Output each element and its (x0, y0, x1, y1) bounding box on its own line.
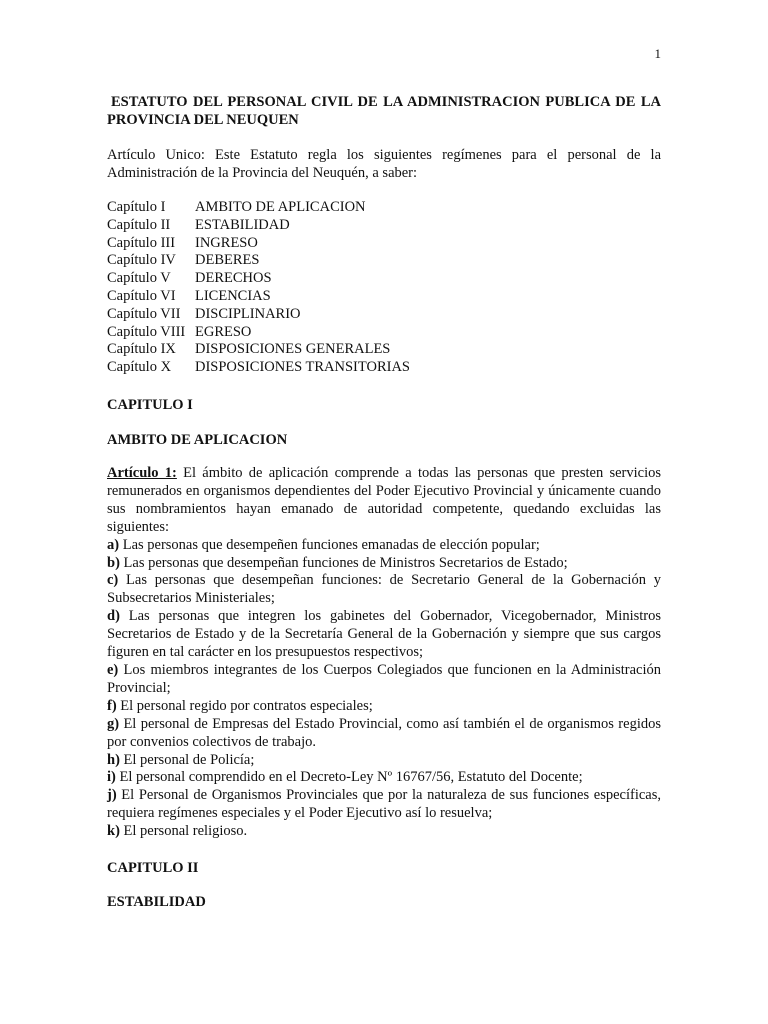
item-text: Las personas que desempeñan funciones de Ministros Secretarios de Estado; (119, 554, 568, 571)
chapter-name: LICENCIAS (195, 287, 271, 304)
page-number: 1 (654, 46, 661, 61)
chapter-name: DISPOSICIONES TRANSITORIAS (195, 359, 410, 376)
article-item (107, 608, 661, 662)
article-1-intro (107, 465, 661, 537)
chapter-name: DERECHOS (195, 270, 272, 287)
chapter-name: EGRESO (195, 323, 252, 340)
item-label: c) (107, 572, 119, 589)
article-item (107, 752, 661, 770)
article-item (107, 537, 661, 555)
chapter-number: Capítulo VII (107, 305, 181, 322)
chapter-1-subheading: AMBITO DE APLICACION (107, 432, 288, 448)
article-item (107, 555, 661, 573)
article-item (107, 787, 661, 823)
chapter-number: Capítulo IV (107, 252, 176, 269)
item-label: e) (107, 661, 119, 678)
item-label: a) (107, 536, 120, 553)
chapter-list-item (107, 199, 661, 217)
document-title (107, 94, 661, 129)
chapter-number: Capítulo X (107, 359, 172, 376)
item-text: El personal regido por contratos especiales; (116, 697, 373, 714)
item-label: i) (107, 769, 116, 786)
chapter-list-item (107, 235, 661, 253)
chapter-name: DISCIPLINARIO (195, 305, 301, 322)
item-text: El personal comprendido en el Decreto-Ley Nº 16767/56, Estatuto del Docente; (115, 769, 583, 786)
chapter-1-heading: CAPITULO I (107, 397, 193, 413)
item-text: El personal religioso. (119, 823, 248, 840)
item-text: El personal de Empresas del Estado Provincial, como así también el de organismos regidos por convenios colectivos de trabajo. (107, 715, 661, 750)
chapter-number: Capítulo VI (107, 287, 176, 304)
item-label: j) (107, 787, 117, 804)
chapter-number: Capítulo V (107, 270, 171, 287)
chapter-2-subheading: ESTABILIDAD (107, 894, 206, 910)
chapter-list-item (107, 288, 661, 306)
chapter-list-item (107, 217, 661, 235)
article-item (107, 572, 661, 608)
item-text: El personal de Policía; (119, 751, 255, 768)
article-1 (107, 465, 661, 841)
chapter-name: DISPOSICIONES GENERALES (195, 341, 391, 358)
item-text: Las personas que desempeñen funciones emanadas de elección popular; (119, 536, 540, 553)
article-1-label: Artículo 1: (107, 465, 177, 481)
chapter-list-item (107, 252, 661, 270)
chapter-list (107, 199, 661, 377)
article-item (107, 716, 661, 752)
article-item (107, 769, 661, 787)
item-label: b) (107, 554, 120, 571)
chapter-list-item (107, 270, 661, 288)
chapter-name: ESTABILIDAD (195, 216, 290, 233)
item-label: d) (107, 608, 120, 625)
article-item (107, 698, 661, 716)
intro-paragraph: Artículo Unico: Este Estatuto regla los siguientes regímenes para el personal de la Administración de la Provincia del Neuquén, a saber: (107, 147, 661, 181)
chapter-list-item (107, 341, 661, 359)
item-text: Las personas que integren los gabinetes del Gobernador, Vicegobernador, Ministros Secretarios de Estado y de la Secretaría General de la Gobernación y siempre que sus cargos figuren en tal carácter en los presupuestos respectivos; (107, 608, 661, 661)
document-title-text: ESTATUTO DEL PERSONAL CIVIL DE LA ADMINISTRACION PUBLICA DE LA PROVINCIA DEL NEUQUEN (107, 94, 661, 128)
chapter-2-heading: CAPITULO II (107, 860, 199, 876)
item-text: El Personal de Organismos Provinciales que por la naturaleza de sus funciones específicas, requiera regímenes especiales y el Poder Ejecutivo así lo resuelva; (107, 787, 661, 822)
article-item (107, 662, 661, 698)
item-label: g) (107, 715, 120, 732)
item-text: Los miembros integrantes de los Cuerpos Colegiados que funcionen en la Administración Provincial; (107, 661, 661, 696)
article-item (107, 823, 661, 841)
chapter-name: INGRESO (195, 234, 258, 251)
chapter-list-item (107, 306, 661, 324)
chapter-number: Capítulo II (107, 216, 171, 233)
chapter-number: Capítulo IX (107, 341, 176, 358)
chapter-list-item (107, 359, 661, 377)
chapter-number: Capítulo III (107, 234, 176, 251)
chapter-number: Capítulo VIII (107, 323, 186, 340)
chapter-number: Capítulo I (107, 199, 166, 215)
item-label: h) (107, 751, 120, 768)
chapter-name: DEBERES (195, 252, 260, 269)
item-text: Las personas que desempeñan funciones: de Secretario General de la Gobernación y Subsecretarios Ministeriales; (107, 572, 661, 607)
item-label: f) (107, 697, 117, 714)
item-label: k) (107, 823, 120, 840)
chapter-list-item (107, 324, 661, 342)
article-1-text: El ámbito de aplicación comprende a todas las personas que presten servicios remunerados en organismos dependientes del Poder Ejecutivo Provincial y únicamente cuando sus nombramientos hayan emanado de autoridad competente, quedando excluidas las siguientes: (107, 465, 662, 535)
chapter-name: AMBITO DE APLICACION (195, 199, 366, 215)
